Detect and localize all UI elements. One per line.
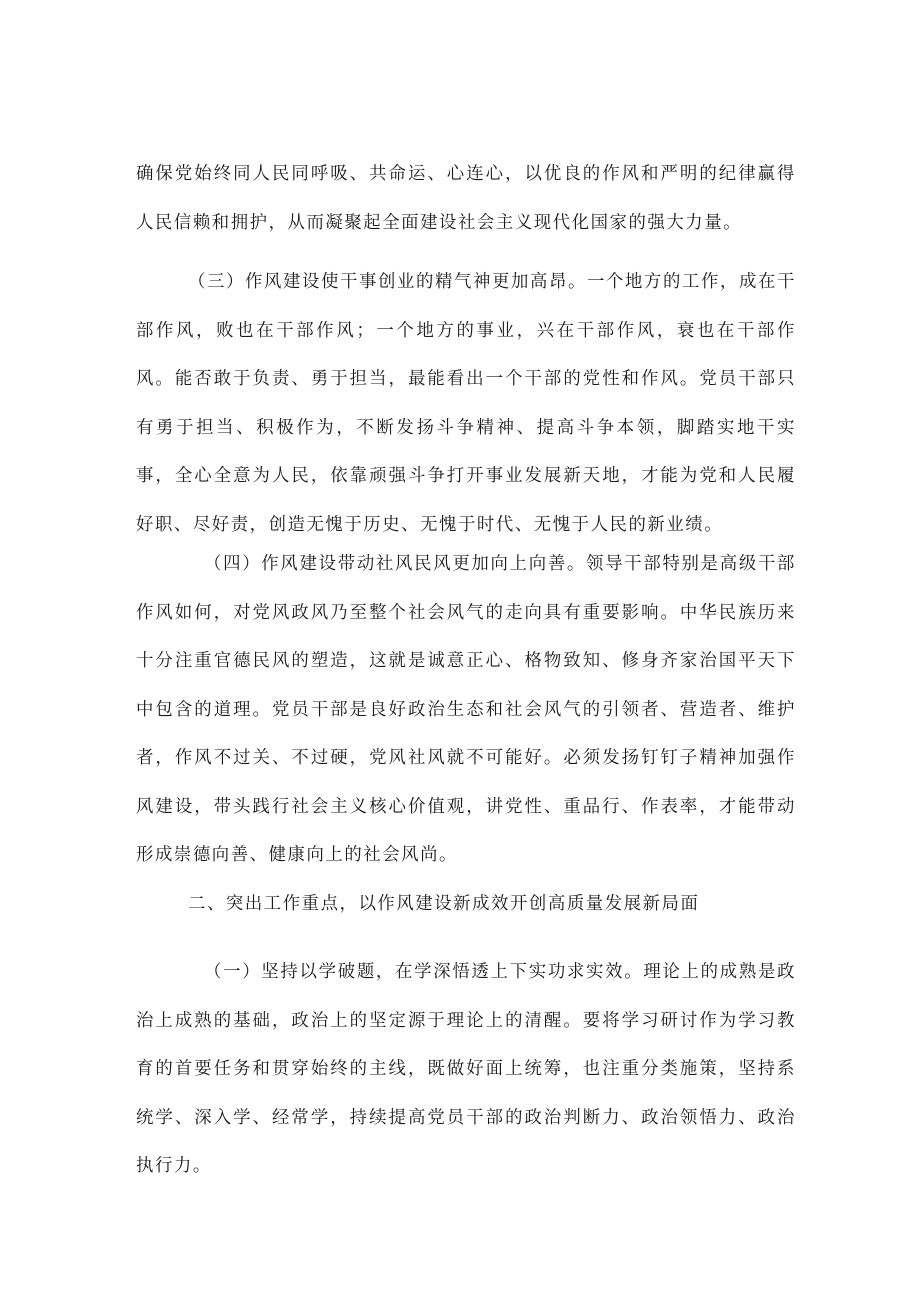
paragraph-section-3: （三）作风建设使干事创业的精气神更加高昂。一个地方的工作，成在干部作风，败也在干部作风；一个地方的事业，兴在干部作风，衰也在干部作风。能否敢于负责、勇于担当，最能看出一个干部的党性和作风。党员干部只有勇于担当、积极作为，不断发扬斗争精神、提高斗争本领，脚踏实地干实事，全心全意为人民，依靠顽强斗争打开事业发展新天地，才能为党和人民履好职、尽好责，创造无愧于历史、无愧于时代、无愧于人民的新业绩。 — [136, 272, 796, 535]
paragraph-section-4: （四）作风建设带动社风民风更加向上向善。领导干部特别是高级干部作风如何，对党风政风乃至整个社会风气的走向具有重要影响。中华民族历来十分注重官德民风的塑造，这就是诚意正心、格物致知、修身齐家治国平天下中包含的道理。党员干部是良好政治生态和社会风气的引领者、营造者、维护者，作风不过关、不过硬，党风社风就不可能好。必须发扬钉钉子精神加强作风建设，带头践行社会主义核心价值观，讲党性、重品行、作表率，才能带动形成崇德向善、健康向上的社会风尚。 — [136, 554, 796, 865]
paragraph-subsection-1: （一）坚持以学破题，在学深悟透上下实功求实效。理论上的成熟是政治上成熟的基础，政治上的坚定源于理论上的清醒。要将学习研讨作为学习教育的首要任务和贯穿始终的主线，既做好面上统筹，也注重分类施策，坚持系统学、深入学、经常学，持续提高党员干部的政治判断力、政治领悟力、政治执行力。 — [136, 962, 796, 1176]
paragraph-continuation: 确保党始终同人民同呼吸、共命运、心连心，以优良的作风和严明的纪律赢得人民信赖和拥护，从而凝聚起全面建设社会主义现代化国家的强大力量。 — [136, 164, 796, 233]
section-heading: 二、突出工作重点，以作风建设新成效开创高质量发展新局面 — [188, 894, 700, 914]
